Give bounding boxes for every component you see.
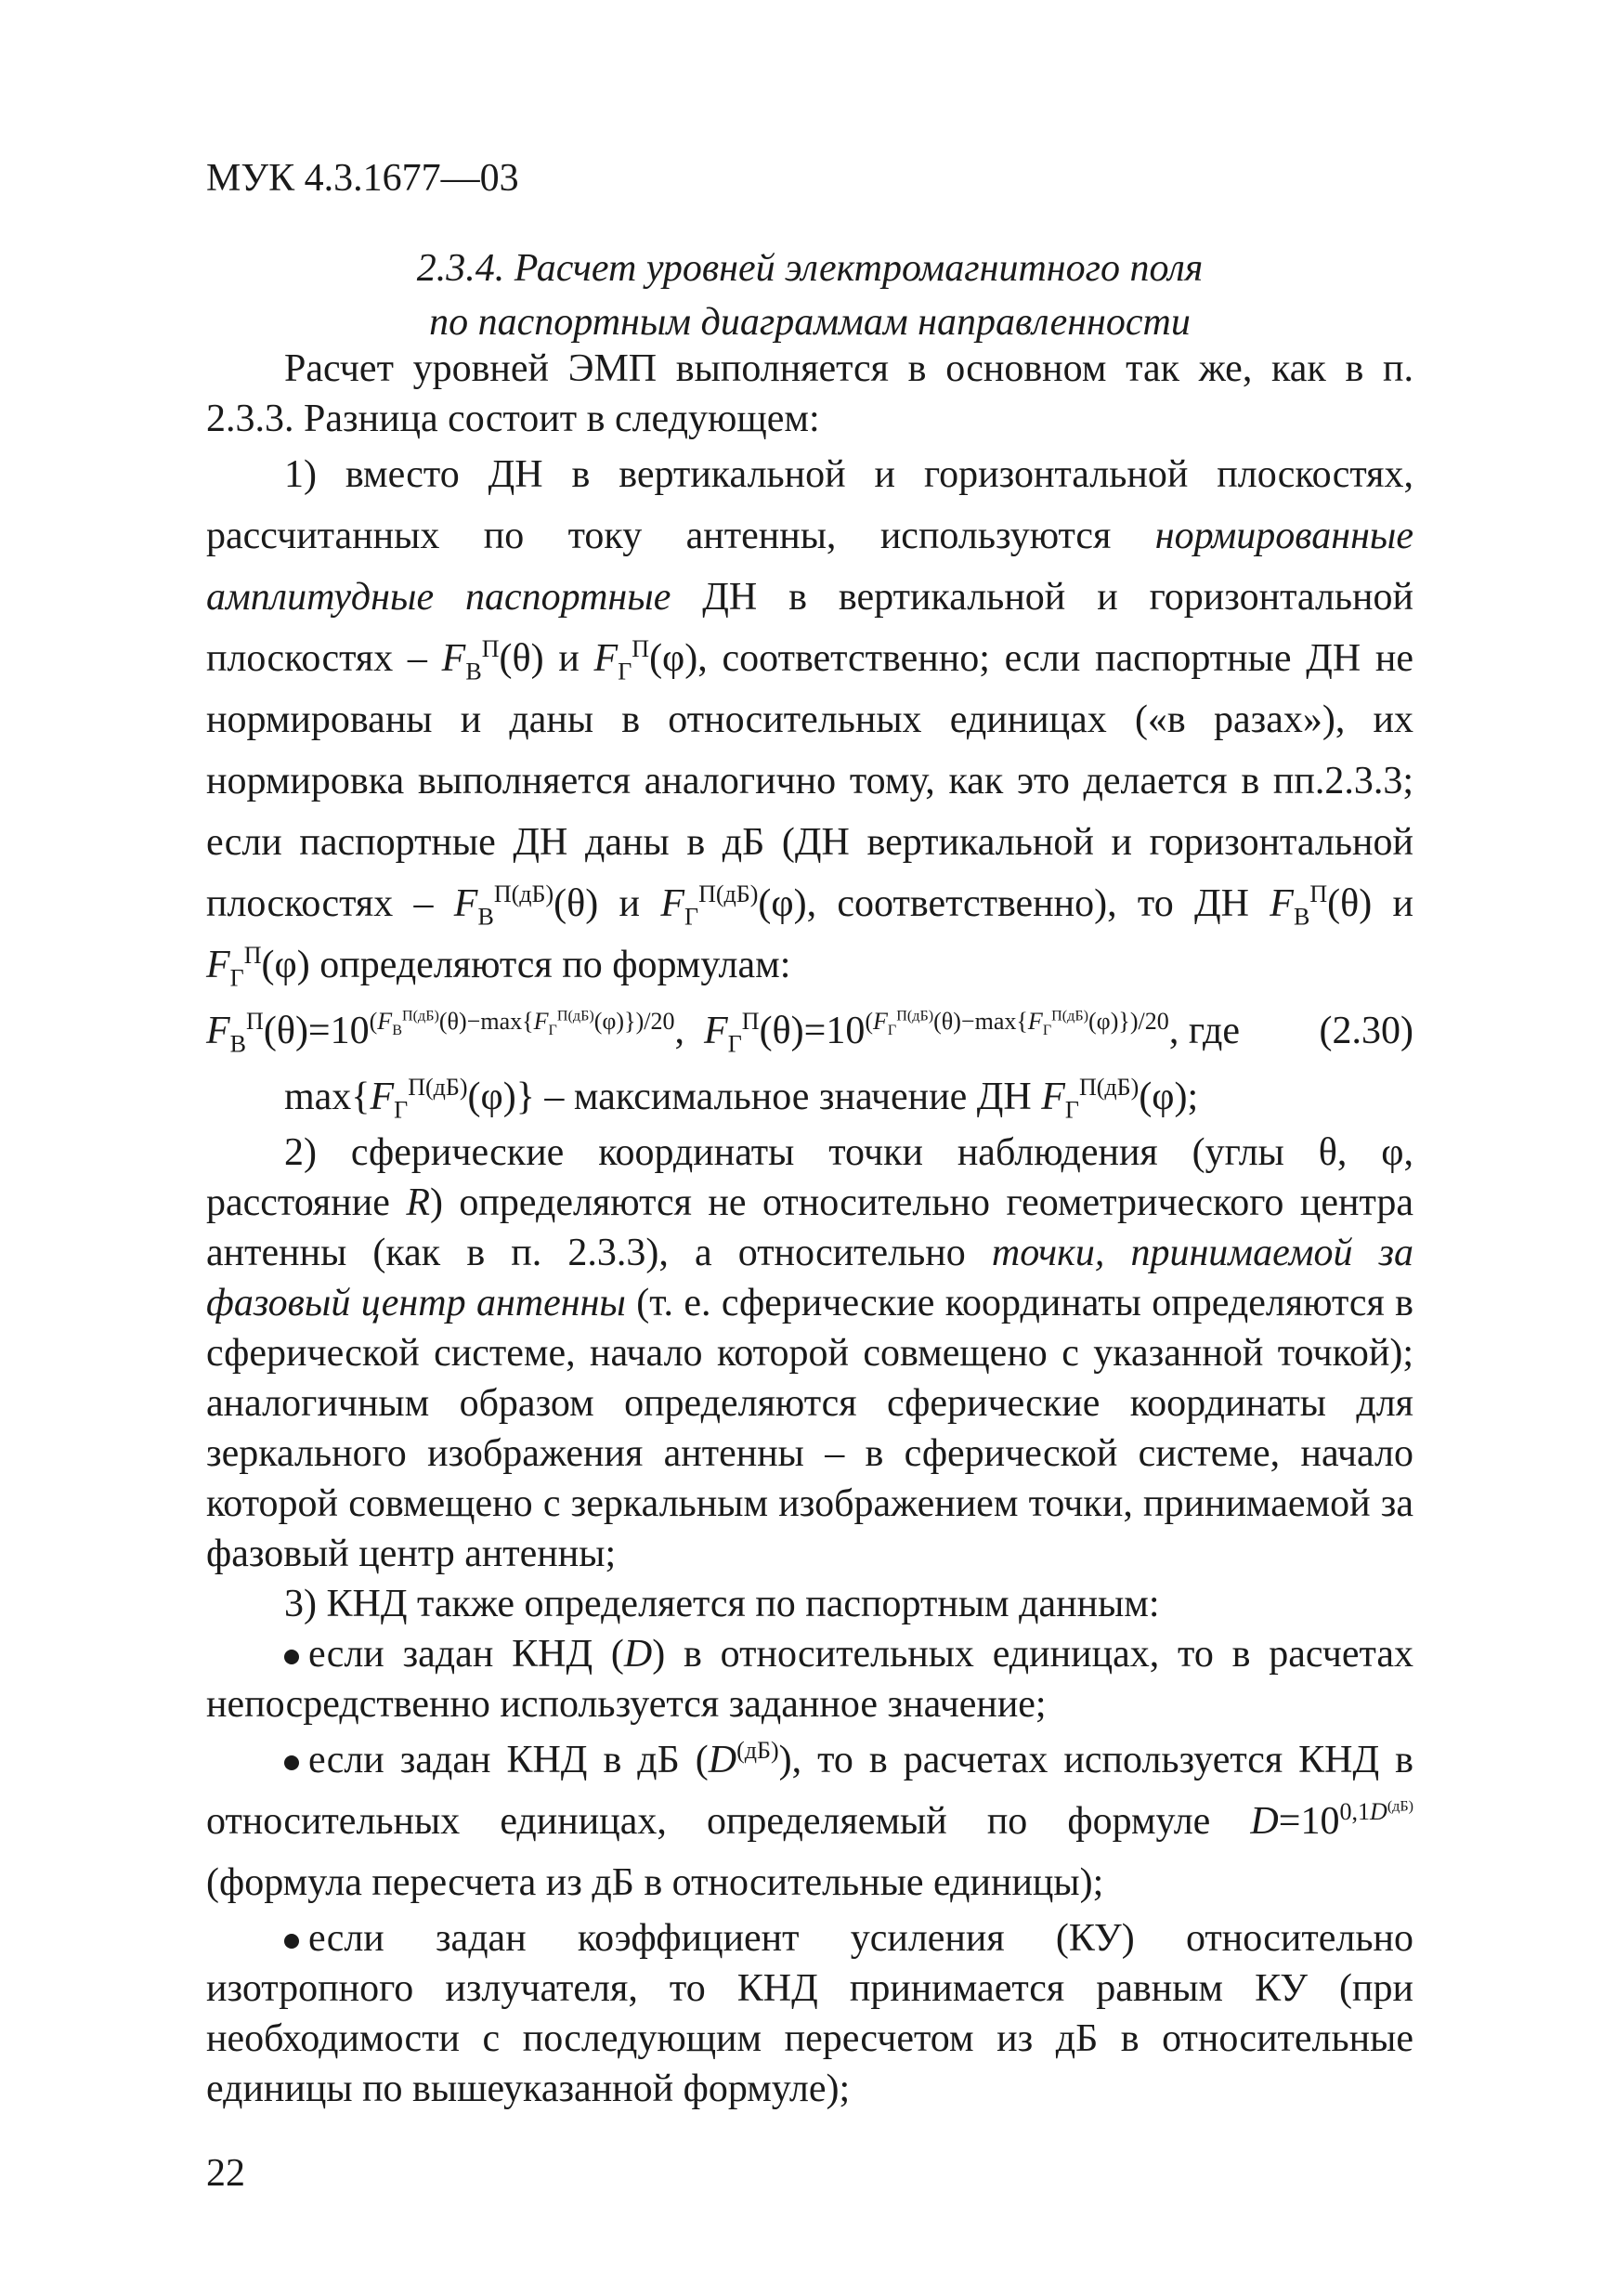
max-definition: $\max\{F_Г^{П(дБ)}(\varphi)\}$ – максимальное значение ДН $F_Г^{П(дБ)}(\varphi)$; [284,1074,1199,1124]
item-1-paragraph: 1) вместо ДН в вертикальной и горизонтальной плоскостях, рассчитанных по току антенны, используются нормированные амплитудные паспортные ДН в вертикальной и горизонтальной плоскостях – $F_В^П(\theta)$ и $F_Г^П(\varphi)$, соответственно; если паспортные ДН не нормированы и даны в относительных единицах («в разах»), их нормировка выполняется аналогично тому, как это делается в пп.2.3.3; если паспортные ДН даны в дБ (ДН вертикальной и горизонтальной плоскостях – $F_В^{П(дБ)}(\theta)$ и $F_Г^{П(дБ)}(\varphi)$, соответственно), то ДН $F_В^П(\theta)$ и $F_Г^П(\varphi)$ определяются по формулам: [206,453,1414,992]
formula-fb: $F_В^П(\theta)$ и $F_Г^П(\varphi)$ [441,635,698,685]
intro-paragraph: Расчет уровней ЭМП выполняется в основном так же, как в п. 2.3.3. Разница состоит в следующем: [206,347,1413,440]
item-3-paragraph: 3) КНД также определяется по паспортным данным: [284,1583,1160,1625]
document-header: МУК 4.3.1677—03 [206,157,519,200]
section-title-line-2: по паспортным диаграммам направленности [429,301,1191,344]
page-number: 22 [206,2152,245,2195]
bullet-1: если задан КНД (D) в относительных единицах, то в расчетах непосредственно используется заданное значение; [206,1633,1413,1726]
section-title [206,241,1413,349]
formula-d: $D=10^{0,1D^{(дБ)}}$ [1250,1798,1414,1843]
item-1-italic-term: нормированные амплитудные паспортные [206,515,1413,619]
document-body [206,344,1413,2114]
section-title-line-1: 2.3.4. Расчет уровней электромагнитного поля [416,247,1204,290]
equation-body: $F_В^П(\theta)=10^{(F_В^{П(дБ)}(\theta)-max\{F_Г^{П(дБ)}(\varphi)\})/20}$, $F_Г^П(\theta)=10^{(F_Г^{П(дБ)}(\theta)-max\{F_Г^{П(дБ)}(\varphi)\})/20}$, где [206,1008,1240,1058]
bullet-3: если задан коэффициент усиления (КУ) относительно изотропного излучателя, то КНД принимается равным КУ (при необходимости с последующим пересчетом из дБ в относительные единицы по вышеуказанной формуле); [206,1917,1413,2110]
formula-fb-db: $F_В^{П(дБ)}(\theta)$ и $F_Г^{П(дБ)}(\varphi)$ [453,881,807,931]
formula-fb-ref: $F_В^П(\theta)$ и $F_Г^П(\varphi)$ [206,881,1414,992]
bullet-icon [284,1650,299,1664]
bullet-icon [284,1755,299,1770]
bullet-2: если задан КНД в дБ $(D^{(дБ)})$, то в расчетах используется КНД в относительных единицах, определяемый по формуле $D=10^{0,1D^{(дБ)}}$ (формула пересчета из дБ в относительные единицы); [206,1737,1414,1904]
equation-2-30 [206,996,1413,1066]
equation-number: (2.30) [1319,1010,1413,1052]
item-2-paragraph: 2) сферические координаты точки наблюдения (углы θ, φ, расстояние R) определяются не относительно геометрического центра антенны (как в п. 2.3.3), а относительно точки, принимаемой за фазовый центр антенны (т. е. сферические координаты определяются в сферической системе, начало которой совмещено с указанной точкой); аналогичным образом определяются сферические координаты для зеркального изображения антенны – в сферической системе, начало которой совмещено с зеркальным изображением точки, принимаемой за фазовый центр антенны; [206,1131,1414,1575]
item-2-italic-term: точки, принимаемой за фазовый центр антенны [206,1232,1413,1324]
bullet-icon [284,1934,299,1949]
